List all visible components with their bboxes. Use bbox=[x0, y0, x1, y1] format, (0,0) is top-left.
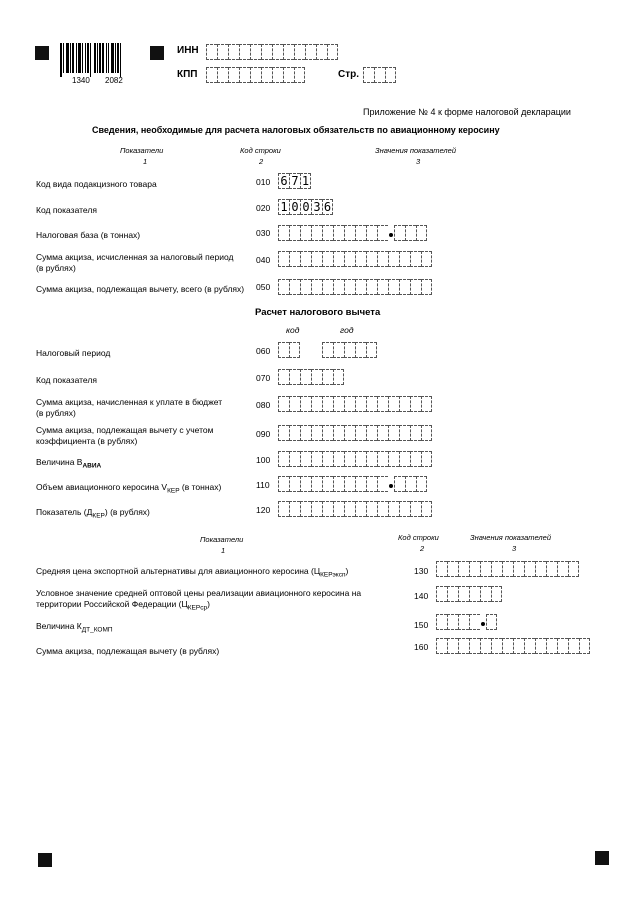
row-030-field[interactable] bbox=[278, 225, 427, 241]
row-050-label: Сумма акциза, подлежащая вычету, всего (в рублях) bbox=[36, 284, 245, 294]
char-cell[interactable] bbox=[366, 251, 377, 267]
row-160-code: 160 bbox=[414, 642, 429, 652]
page-label: Стр. bbox=[338, 69, 360, 80]
char-cell[interactable] bbox=[289, 425, 300, 441]
char-cell[interactable] bbox=[377, 476, 388, 492]
char-cell[interactable] bbox=[355, 451, 366, 467]
char-cell[interactable] bbox=[399, 251, 410, 267]
col-header-indicators: Показатели bbox=[120, 146, 164, 155]
char-cell[interactable] bbox=[436, 614, 447, 630]
char-cell[interactable] bbox=[344, 501, 355, 517]
char-cell[interactable] bbox=[344, 342, 355, 358]
form-title: Сведения, необходимые для расчета налоговых обязательств по авиационному керосину bbox=[92, 125, 500, 135]
char-cell[interactable]: 1 bbox=[278, 199, 289, 215]
row-040-label-2: (в рублях) bbox=[36, 263, 76, 273]
row-110-code: 110 bbox=[256, 480, 270, 490]
row-160-label: Сумма акциза, подлежащая вычету (в рублях) bbox=[36, 646, 220, 656]
col-num-1: 1 bbox=[143, 157, 148, 166]
char-cell[interactable] bbox=[557, 638, 568, 654]
char-cell[interactable] bbox=[344, 476, 355, 492]
char-cell[interactable] bbox=[283, 44, 294, 60]
char-cell[interactable] bbox=[399, 425, 410, 441]
char-cell[interactable] bbox=[322, 369, 333, 385]
char-cell[interactable] bbox=[278, 396, 289, 412]
char-cell[interactable] bbox=[568, 561, 579, 577]
char-cell[interactable] bbox=[410, 251, 421, 267]
char-cell[interactable] bbox=[333, 251, 344, 267]
char-cell[interactable] bbox=[311, 251, 322, 267]
barcode-number-right: 2082 bbox=[105, 76, 123, 85]
char-cell[interactable] bbox=[568, 638, 579, 654]
char-cell[interactable] bbox=[399, 501, 410, 517]
char-cell[interactable] bbox=[289, 501, 300, 517]
row-080-label-1: Сумма акциза, начисленная к уплате в бюджет bbox=[36, 397, 223, 407]
row-130-label-text: Средняя цена экспортной альтернативы для авиационного керосина (Ц bbox=[36, 566, 321, 576]
row-130-field[interactable] bbox=[436, 561, 579, 577]
row-100-label-text: Величина В bbox=[36, 457, 83, 467]
char-cell[interactable] bbox=[535, 638, 546, 654]
char-cell[interactable] bbox=[366, 451, 377, 467]
row-100-code: 100 bbox=[256, 455, 271, 465]
row-110-field[interactable] bbox=[278, 476, 427, 492]
char-cell[interactable] bbox=[469, 638, 480, 654]
char-cell[interactable] bbox=[289, 342, 300, 358]
char-cell[interactable] bbox=[355, 396, 366, 412]
char-cell[interactable] bbox=[278, 342, 289, 358]
barcode bbox=[60, 43, 140, 77]
char-cell[interactable] bbox=[388, 279, 399, 295]
char-cell[interactable] bbox=[363, 67, 374, 83]
char-cell[interactable] bbox=[421, 451, 432, 467]
char-cell[interactable] bbox=[377, 425, 388, 441]
kpp-label: КПП bbox=[177, 69, 198, 80]
char-cell[interactable] bbox=[377, 251, 388, 267]
char-cell[interactable] bbox=[502, 638, 513, 654]
page-field[interactable] bbox=[363, 67, 396, 83]
char-cell[interactable] bbox=[355, 425, 366, 441]
row-140-code: 140 bbox=[414, 591, 429, 601]
char-cell[interactable] bbox=[327, 44, 338, 60]
char-cell[interactable] bbox=[355, 342, 366, 358]
char-cell[interactable] bbox=[410, 425, 421, 441]
char-cell[interactable] bbox=[300, 501, 311, 517]
char-cell[interactable] bbox=[524, 561, 535, 577]
row-120-label-tail: ) (в рублях) bbox=[104, 507, 150, 517]
decimal-point bbox=[388, 225, 394, 241]
char-cell[interactable] bbox=[469, 614, 480, 630]
row-140-field[interactable] bbox=[436, 586, 502, 602]
col-num-3-2: 3 bbox=[512, 544, 517, 553]
char-cell[interactable] bbox=[333, 342, 344, 358]
col-header-indicators-2: Показатели bbox=[200, 535, 244, 544]
char-cell[interactable]: 0 bbox=[289, 199, 300, 215]
char-cell[interactable] bbox=[421, 279, 432, 295]
char-cell[interactable] bbox=[206, 67, 217, 83]
row-060-code: 060 bbox=[256, 346, 271, 356]
char-cell[interactable] bbox=[421, 396, 432, 412]
row-130-label-tail: ) bbox=[345, 566, 349, 576]
row-030-label: Налоговая база (в тоннах) bbox=[36, 230, 141, 240]
char-cell[interactable] bbox=[311, 451, 322, 467]
row-120-label-sub: КЕР bbox=[92, 512, 105, 520]
char-cell[interactable] bbox=[333, 279, 344, 295]
char-cell[interactable] bbox=[300, 251, 311, 267]
char-cell[interactable] bbox=[366, 476, 377, 492]
char-cell[interactable] bbox=[300, 425, 311, 441]
char-cell[interactable] bbox=[377, 225, 388, 241]
row-110-label-tail: (в тоннах) bbox=[179, 482, 222, 492]
char-cell[interactable] bbox=[322, 425, 333, 441]
appendix-note: Приложение № 4 к форме налоговой декларации bbox=[363, 107, 571, 117]
char-cell[interactable] bbox=[447, 561, 458, 577]
char-cell[interactable] bbox=[289, 225, 300, 241]
char-cell[interactable] bbox=[289, 369, 300, 385]
row-070-field[interactable] bbox=[278, 369, 344, 385]
char-cell[interactable] bbox=[322, 476, 333, 492]
row-140-label-tail: ) bbox=[207, 599, 210, 609]
char-cell[interactable] bbox=[322, 501, 333, 517]
barcode-number-left: 1340 bbox=[72, 76, 90, 85]
char-cell[interactable] bbox=[366, 342, 377, 358]
char-cell[interactable] bbox=[436, 561, 447, 577]
char-cell[interactable] bbox=[388, 251, 399, 267]
char-cell[interactable] bbox=[300, 369, 311, 385]
row-150-label bbox=[36, 621, 113, 636]
char-cell[interactable] bbox=[300, 451, 311, 467]
char-cell[interactable] bbox=[421, 425, 432, 441]
char-cell[interactable] bbox=[410, 279, 421, 295]
char-cell[interactable] bbox=[322, 251, 333, 267]
char-cell[interactable] bbox=[410, 396, 421, 412]
char-cell[interactable] bbox=[366, 501, 377, 517]
char-cell[interactable] bbox=[272, 67, 283, 83]
row-140-label-2 bbox=[36, 599, 210, 614]
char-cell[interactable] bbox=[322, 342, 333, 358]
char-cell[interactable] bbox=[250, 44, 261, 60]
char-cell[interactable] bbox=[300, 396, 311, 412]
char-cell[interactable] bbox=[491, 561, 502, 577]
col-header-code: Код строки bbox=[240, 146, 281, 155]
char-cell[interactable] bbox=[502, 561, 513, 577]
char-cell[interactable]: 7 bbox=[289, 173, 300, 189]
char-cell[interactable] bbox=[388, 425, 399, 441]
char-cell[interactable] bbox=[557, 561, 568, 577]
char-cell[interactable] bbox=[333, 501, 344, 517]
col-num-2-2: 2 bbox=[420, 544, 425, 553]
col-num-3: 3 bbox=[416, 157, 421, 166]
char-cell[interactable] bbox=[322, 225, 333, 241]
char-cell[interactable] bbox=[333, 225, 344, 241]
char-cell[interactable] bbox=[217, 44, 228, 60]
row-070-label: Код показателя bbox=[36, 375, 97, 385]
char-cell[interactable] bbox=[305, 44, 316, 60]
col-header-values-2: Значения показателей bbox=[470, 533, 552, 542]
inn-label: ИНН bbox=[177, 45, 199, 56]
row-050-code: 050 bbox=[256, 282, 271, 292]
kpp-field[interactable] bbox=[206, 67, 305, 83]
char-cell[interactable] bbox=[458, 561, 469, 577]
row-090-label-1: Сумма акциза, подлежащая вычету с учетом bbox=[36, 425, 214, 435]
row-060-year-field[interactable] bbox=[322, 342, 377, 358]
corner-marker-top-left bbox=[35, 46, 49, 60]
char-cell[interactable]: 6 bbox=[278, 173, 289, 189]
row-150-label-text: Величина К bbox=[36, 621, 82, 631]
char-cell[interactable] bbox=[355, 225, 366, 241]
char-cell[interactable] bbox=[394, 476, 405, 492]
char-cell[interactable] bbox=[333, 396, 344, 412]
char-cell[interactable] bbox=[388, 396, 399, 412]
row-150-code: 150 bbox=[414, 620, 429, 630]
char-cell[interactable] bbox=[388, 451, 399, 467]
barcode-bar bbox=[121, 43, 123, 77]
row-150-field[interactable] bbox=[436, 614, 497, 630]
char-cell[interactable] bbox=[535, 561, 546, 577]
char-cell[interactable] bbox=[546, 561, 557, 577]
row-110-label-sub: КЕР bbox=[167, 487, 180, 495]
char-cell[interactable] bbox=[278, 476, 289, 492]
row-130-label bbox=[36, 566, 348, 581]
row-160-field[interactable] bbox=[436, 638, 590, 654]
char-cell[interactable] bbox=[491, 586, 502, 602]
char-cell[interactable] bbox=[344, 451, 355, 467]
char-cell[interactable] bbox=[355, 501, 366, 517]
decimal-point bbox=[388, 476, 394, 492]
row-020-field[interactable] bbox=[278, 199, 333, 215]
char-cell[interactable] bbox=[333, 425, 344, 441]
char-cell[interactable] bbox=[355, 279, 366, 295]
char-cell[interactable] bbox=[333, 451, 344, 467]
char-cell[interactable] bbox=[289, 476, 300, 492]
char-cell[interactable] bbox=[311, 369, 322, 385]
char-cell[interactable] bbox=[491, 638, 502, 654]
char-cell[interactable] bbox=[546, 638, 557, 654]
char-cell[interactable] bbox=[458, 586, 469, 602]
char-cell[interactable]: 0 bbox=[300, 199, 311, 215]
char-cell[interactable] bbox=[366, 225, 377, 241]
char-cell[interactable] bbox=[311, 476, 322, 492]
char-cell[interactable] bbox=[228, 67, 239, 83]
section2-title: Расчет налогового вычета bbox=[255, 307, 381, 318]
row-110-label-text: Объем авиационного керосина V bbox=[36, 482, 168, 492]
row-020-code: 020 bbox=[256, 203, 271, 213]
corner-marker-bottom-left bbox=[38, 853, 52, 867]
char-cell[interactable] bbox=[333, 369, 344, 385]
row-010-label: Код вида подакцизного товара bbox=[36, 179, 157, 189]
char-cell[interactable] bbox=[261, 67, 272, 83]
char-cell[interactable] bbox=[278, 451, 289, 467]
char-cell[interactable] bbox=[278, 279, 289, 295]
char-cell[interactable] bbox=[289, 451, 300, 467]
corner-marker-top-mid bbox=[150, 46, 164, 60]
row-120-field[interactable] bbox=[278, 501, 432, 517]
char-cell[interactable] bbox=[410, 501, 421, 517]
char-cell[interactable] bbox=[377, 396, 388, 412]
char-cell[interactable] bbox=[278, 425, 289, 441]
row-010-code: 010 bbox=[256, 177, 271, 187]
row-030-code: 030 bbox=[256, 228, 271, 238]
char-cell[interactable] bbox=[278, 369, 289, 385]
char-cell[interactable] bbox=[261, 44, 272, 60]
char-cell[interactable] bbox=[480, 561, 491, 577]
char-cell[interactable] bbox=[300, 476, 311, 492]
char-cell[interactable] bbox=[480, 586, 491, 602]
row-050-field[interactable] bbox=[278, 279, 432, 295]
char-cell[interactable] bbox=[579, 638, 590, 654]
char-cell[interactable] bbox=[316, 44, 327, 60]
char-cell[interactable] bbox=[486, 614, 497, 630]
char-cell[interactable] bbox=[405, 476, 416, 492]
char-cell[interactable] bbox=[480, 638, 491, 654]
char-cell[interactable] bbox=[239, 67, 250, 83]
char-cell[interactable] bbox=[399, 279, 410, 295]
row-120-code: 120 bbox=[256, 505, 271, 515]
char-cell[interactable] bbox=[289, 396, 300, 412]
char-cell[interactable] bbox=[388, 501, 399, 517]
char-cell[interactable] bbox=[294, 67, 305, 83]
row-120-label-text: Показатель (Д bbox=[36, 507, 93, 517]
char-cell[interactable] bbox=[344, 251, 355, 267]
row-080-code: 080 bbox=[256, 400, 271, 410]
char-cell[interactable] bbox=[300, 279, 311, 295]
char-cell[interactable] bbox=[458, 638, 469, 654]
corner-marker-bottom-right bbox=[595, 851, 609, 865]
char-cell[interactable] bbox=[416, 476, 427, 492]
char-cell[interactable] bbox=[344, 279, 355, 295]
char-cell[interactable] bbox=[421, 251, 432, 267]
char-cell[interactable] bbox=[322, 451, 333, 467]
char-cell[interactable] bbox=[278, 501, 289, 517]
char-cell[interactable] bbox=[311, 396, 322, 412]
char-cell[interactable] bbox=[405, 225, 416, 241]
char-cell[interactable] bbox=[322, 279, 333, 295]
char-cell[interactable] bbox=[283, 67, 294, 83]
char-cell[interactable] bbox=[333, 476, 344, 492]
col-header-code-2: Код строки bbox=[398, 533, 439, 542]
char-cell[interactable] bbox=[355, 476, 366, 492]
char-cell[interactable]: 6 bbox=[323, 200, 332, 214]
row-090-field[interactable] bbox=[278, 425, 432, 441]
char-cell[interactable] bbox=[344, 396, 355, 412]
char-cell[interactable] bbox=[322, 396, 333, 412]
char-cell[interactable] bbox=[524, 638, 535, 654]
row-100-label bbox=[36, 457, 101, 472]
char-cell[interactable] bbox=[399, 451, 410, 467]
row-120-label bbox=[36, 507, 150, 522]
char-cell[interactable] bbox=[366, 425, 377, 441]
char-cell[interactable] bbox=[436, 586, 447, 602]
char-cell[interactable] bbox=[272, 44, 283, 60]
char-cell[interactable] bbox=[458, 614, 469, 630]
char-cell[interactable] bbox=[513, 638, 524, 654]
char-cell[interactable] bbox=[344, 225, 355, 241]
char-cell[interactable] bbox=[447, 614, 458, 630]
char-cell[interactable] bbox=[217, 67, 228, 83]
row-140-label-sub: КЕРср bbox=[187, 604, 208, 612]
char-cell[interactable] bbox=[289, 279, 300, 295]
char-cell[interactable] bbox=[355, 251, 366, 267]
inn-field[interactable] bbox=[206, 44, 338, 60]
row-010-field[interactable] bbox=[278, 173, 311, 189]
char-cell[interactable] bbox=[447, 638, 458, 654]
char-cell[interactable] bbox=[344, 425, 355, 441]
char-cell[interactable] bbox=[399, 396, 410, 412]
char-cell[interactable] bbox=[300, 225, 311, 241]
char-cell[interactable] bbox=[447, 586, 458, 602]
row-060-code-field[interactable] bbox=[278, 342, 300, 358]
char-cell[interactable] bbox=[228, 44, 239, 60]
row-140-label-1: Условное значение средней оптовой цены реализации авиационного керосина на bbox=[36, 588, 362, 598]
char-cell[interactable] bbox=[385, 67, 396, 83]
char-cell[interactable] bbox=[239, 44, 250, 60]
section2-code-header: код bbox=[286, 325, 300, 335]
char-cell[interactable] bbox=[206, 44, 217, 60]
char-cell[interactable] bbox=[374, 67, 385, 83]
char-cell[interactable] bbox=[377, 501, 388, 517]
row-150-label-sub: ДТ_КОМП bbox=[81, 626, 113, 634]
char-cell[interactable] bbox=[278, 251, 289, 267]
row-080-label-2: (в рублях) bbox=[36, 408, 76, 418]
row-100-field[interactable] bbox=[278, 451, 432, 467]
char-cell[interactable]: 3 bbox=[311, 199, 322, 215]
char-cell[interactable] bbox=[394, 225, 405, 241]
char-cell[interactable] bbox=[294, 44, 305, 60]
row-080-field[interactable] bbox=[278, 396, 432, 412]
row-140-label-2-text: территории Российской Федерации (Ц bbox=[36, 599, 188, 609]
row-070-code: 070 bbox=[256, 373, 271, 383]
row-130-label-sub: КЕРэксп bbox=[320, 571, 346, 579]
char-cell[interactable] bbox=[366, 396, 377, 412]
char-cell[interactable] bbox=[311, 425, 322, 441]
row-090-label-2: коэффициента (в рублях) bbox=[36, 436, 138, 446]
char-cell[interactable] bbox=[311, 225, 322, 241]
row-100-label-sub: АВИА bbox=[82, 462, 102, 470]
row-130-code: 130 bbox=[414, 566, 429, 576]
char-cell[interactable] bbox=[311, 279, 322, 295]
char-cell[interactable] bbox=[250, 67, 261, 83]
char-cell[interactable] bbox=[278, 225, 289, 241]
char-cell[interactable] bbox=[377, 451, 388, 467]
col-header-values: Значения показателей bbox=[375, 146, 457, 155]
char-cell[interactable] bbox=[289, 251, 300, 267]
col-num-2: 2 bbox=[259, 157, 264, 166]
char-cell[interactable] bbox=[469, 586, 480, 602]
char-cell[interactable] bbox=[469, 561, 480, 577]
row-110-label bbox=[36, 482, 221, 497]
char-cell[interactable] bbox=[311, 501, 322, 517]
row-040-field[interactable] bbox=[278, 251, 432, 267]
char-cell[interactable] bbox=[366, 279, 377, 295]
char-cell[interactable] bbox=[377, 279, 388, 295]
char-cell[interactable] bbox=[416, 225, 427, 241]
char-cell[interactable] bbox=[410, 451, 421, 467]
row-040-label-1: Сумма акциза, исчисленная за налоговый период bbox=[36, 252, 234, 262]
col-num-1-2: 1 bbox=[221, 546, 226, 555]
char-cell[interactable] bbox=[513, 561, 524, 577]
row-090-code: 090 bbox=[256, 429, 271, 439]
row-060-label: Налоговый период bbox=[36, 348, 111, 358]
char-cell[interactable] bbox=[421, 501, 432, 517]
char-cell[interactable] bbox=[436, 638, 447, 654]
section2-year-header: год bbox=[340, 325, 354, 335]
char-cell[interactable]: 1 bbox=[301, 174, 310, 188]
row-040-code: 040 bbox=[256, 255, 271, 265]
row-020-label: Код показателя bbox=[36, 205, 97, 215]
decimal-point bbox=[480, 614, 486, 630]
